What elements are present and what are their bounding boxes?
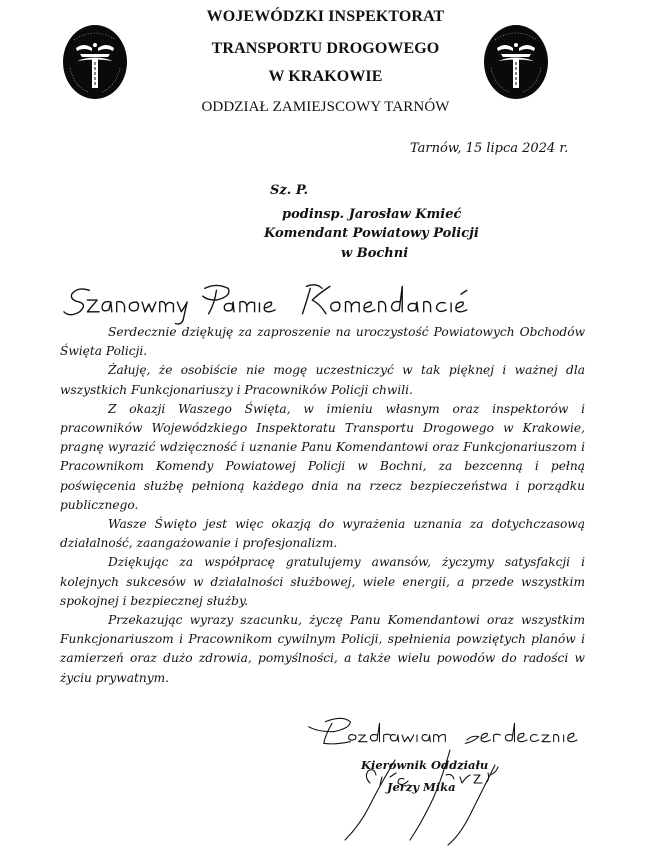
paragraph: Z okazji Waszego Święta, w imieniu własnym oraz inspektorów i pracowników Wojewódzkiego Inspektoratu Transportu Drogowego w Krakowie, pragnę wyrazić wdzięczność i uznanie Panu Komendantowi oraz Funkcjonariuszom i Pracownikom Komendy Powiatowej Policji w Bochni, za bezcenną i pełną poświęcenia służbę pełnioną każdego dnia na rzecz bezpieczeństwa i porządku publicznego. xyxy=(60,401,585,512)
paragraph: Żałuję, że osobiście nie mogę uczestniczyć w tak pięknej i ważnej dla wszystkich Funkcjonariuszy i Pracowników Policji chwili. xyxy=(60,363,585,397)
signatory-name: Jerzy Mika xyxy=(387,780,456,794)
addressee-honorific: Sz. P. xyxy=(270,183,308,198)
letterhead-line-3: W KRAKOWIE xyxy=(268,68,383,85)
letter-date: Tarnów, 15 lipca 2024 r. xyxy=(410,141,569,156)
addressee-name: podinsp. Jarosław Kmieć xyxy=(282,207,462,222)
handwritten-salutation xyxy=(60,280,500,326)
addressee-location: w Bochni xyxy=(341,246,409,261)
letterhead-line-2: TRANSPORTU DROGOWEGO xyxy=(211,40,440,57)
signatory-title: Kierownik Oddziału xyxy=(361,758,489,772)
paragraph: Dziękując za współpracę gratulujemy awansów, życzymy satysfakcji i kolejnych sukcesów w działalności służbowej, wiele energii, a przede wszystkim spokojnej i bezpiecznej służby. xyxy=(60,555,585,608)
addressee-position: Komendant Powiatowy Policji xyxy=(264,226,479,241)
letterhead-line-1: WOJEWÓDZKI INSPEKTORAT xyxy=(206,8,445,25)
itd-emblem-icon xyxy=(62,24,128,100)
itd-emblem-icon xyxy=(483,24,549,100)
paragraph: Wasze Święto jest więc okazją do wyrażenia uznania za dotychczasową działalność, zaangażowanie i profesjonalizm. xyxy=(60,517,585,551)
letterhead-branch: ODDZIAŁ ZAMIEJSCOWY TARNÓW xyxy=(201,99,450,115)
letter-body xyxy=(60,323,585,688)
paragraph: Przekazując wyrazy szacunku, życzę Panu Komendantowi oraz wszystkim Funkcjonariuszom i Pracownikom cywilnym Policji, spełnienia powziętych planów i zamierzeń oraz dużo zdrowia, pomyślności, a także wielu powodów do radości w życiu prywatnym. xyxy=(60,613,585,685)
paragraph: Serdecznie dziękuję za zaproszenie na uroczystość Powiatowych Obchodów Święta Policji. xyxy=(60,325,585,359)
handwritten-closing xyxy=(282,710,602,760)
